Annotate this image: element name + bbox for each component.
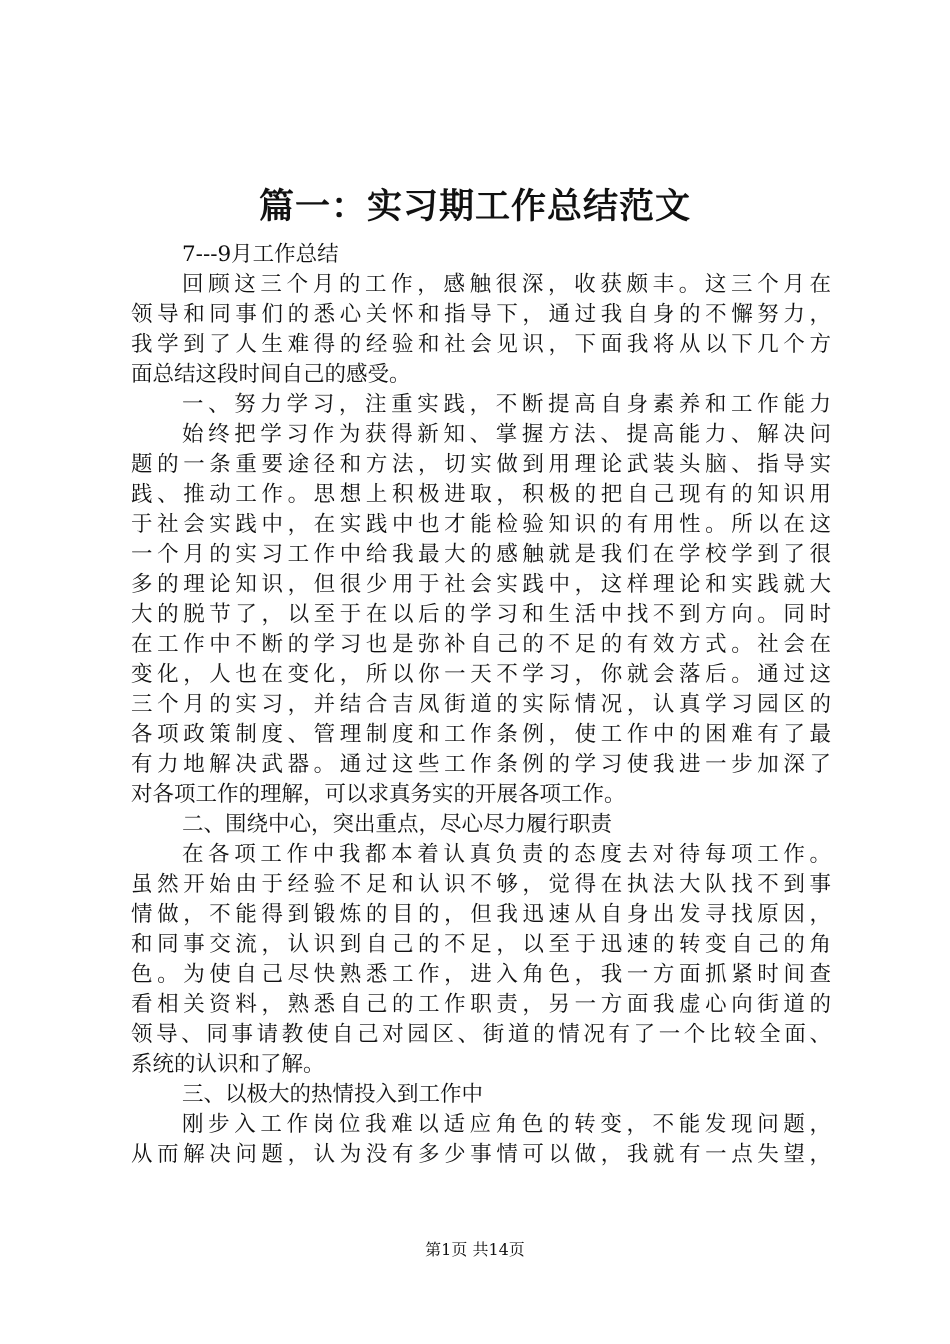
text-line: 各项政策制度、管理制度和工作条例，使工作中的困难有了最 bbox=[131, 722, 831, 747]
text-line: 有力地解决武器。通过这些工作条例的学习使我进一步加深了 bbox=[131, 752, 831, 777]
text-line: 情做，不能得到锻炼的目的，但我迅速从自身出发寻找原因， bbox=[131, 902, 831, 927]
text-line: 看相关资料，熟悉自己的工作职责，另一方面我虚心向街道的 bbox=[131, 992, 831, 1017]
text-line: 在工作中不断的学习也是弥补自己的不足的有效方式。社会在 bbox=[131, 632, 831, 657]
text-line: 一、努力学习，注重实践，不断提高自身素养和工作能力 bbox=[182, 392, 831, 417]
text-line: 面总结这段时间自己的感受。 bbox=[131, 362, 411, 387]
text-line: 三、以极大的热情投入到工作中 bbox=[182, 1082, 484, 1107]
text-line: 色。为使自己尽快熟悉工作，进入角色，我一方面抓紧时间查 bbox=[131, 962, 831, 987]
text-line: 三个月的实习，并结合吉凤街道的实际情况，认真学习园区的 bbox=[131, 692, 831, 717]
text-line: 虽然开始由于经验不足和认识不够，觉得在执法大队找不到事 bbox=[131, 872, 831, 897]
text-line: 二、围绕中心，突出重点，尽心尽力履行职责 bbox=[182, 812, 613, 837]
text-line: 践、推动工作。思想上积极进取，积极的把自己现有的知识用 bbox=[131, 482, 831, 507]
text-line: 在各项工作中我都本着认真负责的态度去对待每项工作。 bbox=[182, 842, 831, 867]
text-line: 从而解决问题，认为没有多少事情可以做，我就有一点失望， bbox=[131, 1142, 831, 1167]
text-line: 于社会实践中，在实践中也才能检验知识的有用性。所以在这 bbox=[131, 512, 831, 537]
page-footer: 第1页 共14页 bbox=[425, 1240, 525, 1259]
text-line: 大的脱节了，以至于在以后的学习和生活中找不到方向。同时 bbox=[131, 602, 831, 627]
body-text bbox=[131, 240, 831, 1170]
text-line: 始终把学习作为获得新知、掌握方法、提高能力、解决问 bbox=[182, 422, 831, 447]
text-line: 回顾这三个月的工作，感触很深，收获颇丰。这三个月在 bbox=[182, 272, 831, 297]
page-title: 篇一：实习期工作总结范文 bbox=[258, 186, 691, 227]
text-line: 和同事交流，认识到自己的不足，以至于迅速的转变自己的角 bbox=[131, 932, 831, 957]
text-line: 领导、同事请教使自己对园区、街道的情况有了一个比较全面、 bbox=[131, 1022, 831, 1047]
text-line: 我学到了人生难得的经验和社会见识，下面我将从以下几个方 bbox=[131, 332, 831, 357]
text-line: 系统的认识和了解。 bbox=[131, 1052, 325, 1077]
text-line: 领导和同事们的悉心关怀和指导下，通过我自身的不懈努力， bbox=[131, 302, 831, 327]
text-line: 题的一条重要途径和方法，切实做到用理论武装头脑、指导实 bbox=[131, 452, 831, 477]
text-line: 多的理论知识，但很少用于社会实践中，这样理论和实践就大 bbox=[131, 572, 831, 597]
text-line: 7---9月工作总结 bbox=[182, 242, 339, 267]
text-line: 对各项工作的理解，可以求真务实的开展各项工作。 bbox=[131, 782, 626, 807]
text-line: 刚步入工作岗位我难以适应角色的转变，不能发现问题， bbox=[182, 1112, 831, 1137]
text-line: 一个月的实习工作中给我最大的感触就是我们在学校学到了很 bbox=[131, 542, 831, 567]
text-line: 变化，人也在变化，所以你一天不学习，你就会落后。通过这 bbox=[131, 662, 831, 687]
